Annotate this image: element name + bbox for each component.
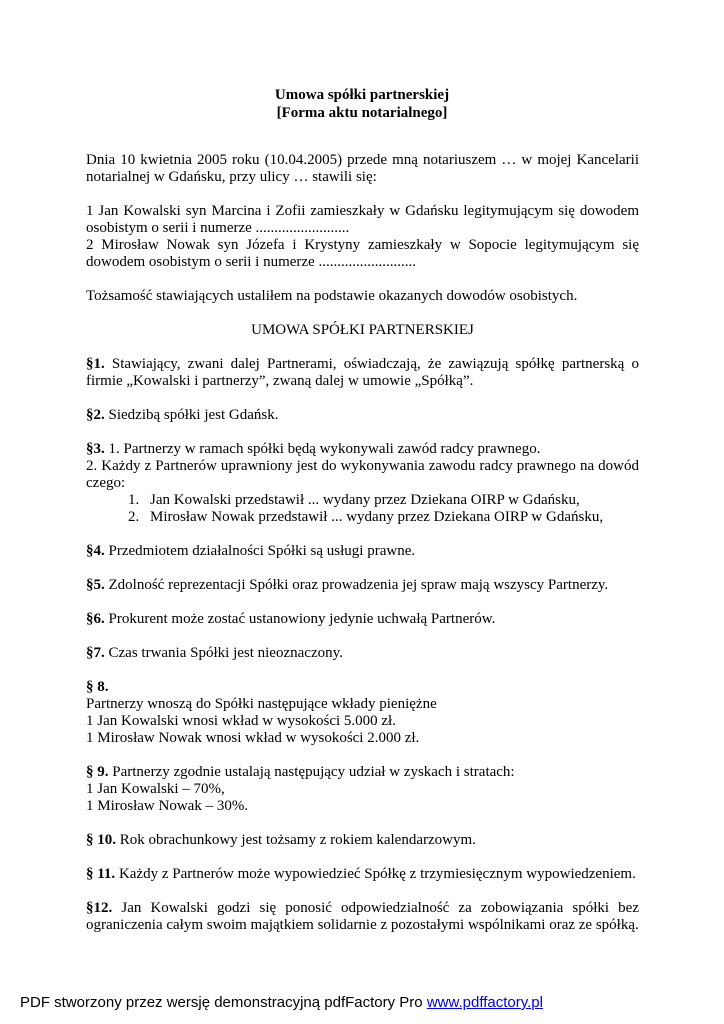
paragraph-8-line-2: 1 Jan Kowalski wnosi wkład w wysokości 5.000 zł. <box>86 713 396 729</box>
list-item <box>86 509 639 526</box>
paragraph-3-list <box>86 492 639 526</box>
paragraph-11-label: § 11. <box>86 866 116 882</box>
list-item <box>86 492 639 509</box>
paragraph-11 <box>86 866 639 883</box>
paragraph-2 <box>86 407 639 424</box>
paragraph-6-text: Prokurent może zostać ustanowiony jedynie uchwałą Partnerów. <box>104 611 496 627</box>
paragraph-8-line-3: 1 Mirosław Nowak wnosi wkład w wysokości 2.000 zł. <box>86 730 420 746</box>
paragraph-4 <box>86 543 639 560</box>
paragraph-2-text: Siedzibą spółki jest Gdańsk. <box>104 407 279 423</box>
paragraph-12-text: Jan Kowalski godzi się ponosić odpowiedzialność za zobowiązania spółki bez ograniczenia całym swoim majątkiem solidarnie z pozostałymi wspólnikami oraz ze spółką. <box>86 900 639 933</box>
paragraph-8-label: § 8. <box>86 679 109 695</box>
list-item-number: 1. <box>128 492 140 508</box>
document-title: Umowa spółki partnerskiej <box>274 87 450 103</box>
paragraph-5-label: §5. <box>86 577 105 593</box>
section-title: UMOWA SPÓŁKI PARTNERSKIEJ <box>251 322 474 338</box>
paragraph-9-line-1: 1 Jan Kowalski – 70%, <box>86 781 225 797</box>
document-body <box>86 152 639 934</box>
paragraph-3-label: §3. <box>86 441 105 457</box>
paragraph-10-text: Rok obrachunkowy jest tożsamy z rokiem kalendarzowym. <box>116 832 476 848</box>
list-item-text: Mirosław Nowak przedstawił ... wydany przez Dziekana OIRP w Gdańsku, <box>150 509 604 525</box>
paragraph-7 <box>86 645 639 662</box>
paragraph-6 <box>86 611 639 628</box>
identity-statement: Tożsamość stawiających ustaliłem na podstawie okazanych dowodów osobistych. <box>86 288 578 304</box>
paragraph-9-line-2: 1 Mirosław Nowak – 30%. <box>86 798 249 814</box>
paragraph-12-label: §12. <box>86 900 113 916</box>
paragraph-12 <box>86 900 639 934</box>
document-subtitle: [Forma aktu notarialnego] <box>276 105 448 121</box>
paragraph-3 <box>86 441 639 458</box>
intro-paragraph: Dnia 10 kwietnia 2005 roku (10.04.2005) przede mną notariuszem … w mojej Kancelarii notarialnej w Gdańsku, przy ulicy … stawili się: <box>86 152 639 185</box>
pdf-footer <box>20 994 543 1011</box>
paragraph-9-label: § 9. <box>86 764 109 780</box>
paragraph-4-label: §4. <box>86 543 105 559</box>
paragraph-7-label: §7. <box>86 645 105 661</box>
paragraph-8-line-1: Partnerzy wnoszą do Spółki następujące wkłady pieniężne <box>86 696 437 712</box>
paragraph-6-label: §6. <box>86 611 105 627</box>
paragraph-11-text: Każdy z Partnerów może wypowiedzieć Spółkę z trzymiesięcznym wypowiedzeniem. <box>115 866 636 882</box>
paragraph-9-text: Partnerzy zgodnie ustalają następujący udział w zyskach i stratach: <box>108 764 515 780</box>
paragraph-3-line-1: 1. Partnerzy w ramach spółki będą wykonywali zawód radcy prawnego. <box>104 441 541 457</box>
party-1: 1 Jan Kowalski syn Marcina i Zofii zamieszkały w Gdańsku legitymującym się dowodem osobistym o serii i numerze ......................... <box>86 203 639 236</box>
paragraph-3-line-2: 2. Każdy z Partnerów uprawniony jest do wykonywania zawodu radcy prawnego na dowód czego: <box>86 458 639 491</box>
paragraph-5-text: Zdolność reprezentacji Spółki oraz prowadzenia jej spraw mają wszyscy Partnerzy. <box>104 577 609 593</box>
paragraph-1-text: Stawiający, zwani dalej Partnerami, oświadczają, że zawiązują spółkę partnerską o firmie „Kowalski i partnerzy”, zwaną dalej w umowie „Spółką”. <box>86 356 639 389</box>
paragraph-7-text: Czas trwania Spółki jest nieoznaczony. <box>104 645 343 661</box>
paragraph-4-text: Przedmiotem działalności Spółki są usługi prawne. <box>104 543 416 559</box>
footer-link[interactable]: www.pdffactory.pl <box>426 994 543 1011</box>
footer-text: PDF stworzony przez wersję demonstracyjną pdfFactory Pro <box>20 994 427 1011</box>
party-2: 2 Mirosław Nowak syn Józefa i Krystyny zamieszkały w Sopocie legitymującym się dowodem osobistym o serii i numerze .......................... <box>86 237 639 270</box>
document-header <box>0 86 724 122</box>
paragraph-5 <box>86 577 639 594</box>
list-item-text: Jan Kowalski przedstawił ... wydany przez Dziekana OIRP w Gdańsku, <box>150 492 580 508</box>
paragraph-10-label: § 10. <box>86 832 116 848</box>
paragraph-10 <box>86 832 639 849</box>
paragraph-1 <box>86 356 639 390</box>
paragraph-2-label: §2. <box>86 407 105 423</box>
paragraph-1-label: §1. <box>86 356 105 372</box>
list-item-number: 2. <box>128 509 140 525</box>
paragraph-9 <box>86 764 639 781</box>
